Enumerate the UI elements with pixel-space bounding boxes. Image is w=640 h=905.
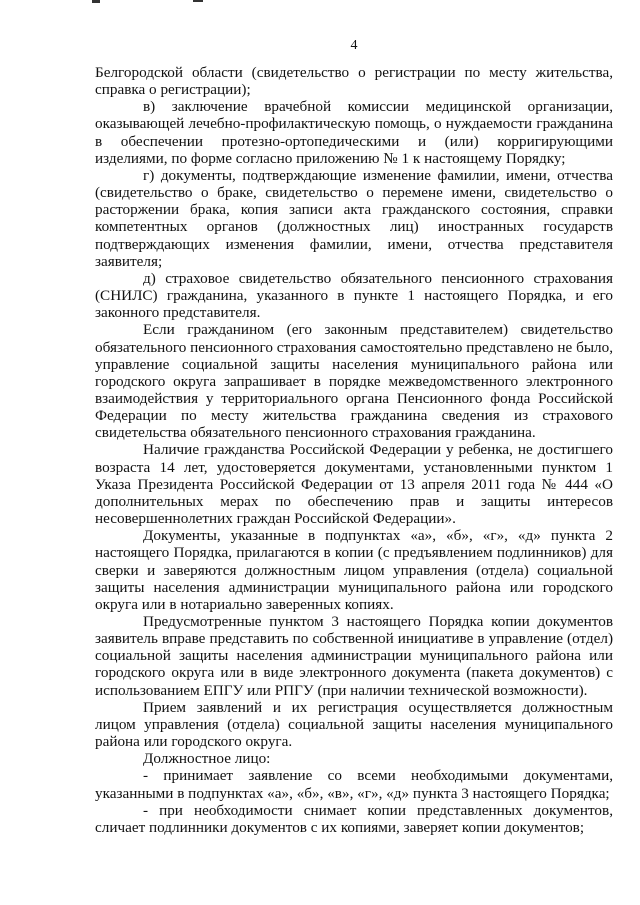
paragraph: Предусмотренные пунктом 3 настоящего Порядка копии документов заявитель вправе представить по собственной инициативе в управление (отдел) социальной защиты населения администрации муниципального района или городского округа или в виде электронного документа (пакета документов) с использованием ЕПГУ или РПГУ (при наличии технической возможности). <box>95 613 613 699</box>
document-page <box>95 38 613 836</box>
document-body <box>95 64 613 836</box>
paragraph: Если гражданином (его законным представителем) свидетельство обязательного пенсионного страхования самостоятельно представлено не было, управление социальной защиты населения муниципального района или городского округа запрашивает в порядке межведомственного электронного взаимодействия у территориального органа Пенсионного фонда Российской Федерации по месту жительства гражданина сведения из страхового свидетельства обязательного пенсионного страхования гражданина. <box>95 321 613 442</box>
paragraph: Должностное лицо: <box>143 750 271 768</box>
scan-mark <box>92 0 100 3</box>
paragraph: Документы, указанные в подпунктах «а», «б», «г», «д» пункта 2 настоящего Порядка, прилагаются в копии (с предъявлением подлинников) для сверки и заверяются должностным лицом управления (отдела) социальной защиты населения администрации муниципального района или городского округа или в нотариально заверенных копиях. <box>95 527 613 613</box>
paragraph: д) страховое свидетельство обязательного пенсионного страхования (СНИЛС) гражданина, указанного в пункте 1 настоящего Порядка, и его законного представителя. <box>95 269 613 322</box>
paragraph: Наличие гражданства Российской Федерации у ребенка, не достигшего возраста 14 лет, удостоверяется документами, установленными пунктом 1 Указа Президента Российской Федерации от 13 апреля 2011 года № 444 «О дополнительных мерах по обеспечению прав и защиты интересов несовершеннолетних граждан Российской Федерации». <box>95 441 613 528</box>
page-number: 4 <box>350 38 358 53</box>
paragraph: - при необходимости снимает копии представленных документов, сличает подлинники документов с их копиями, заверяет копии документов; <box>95 801 613 836</box>
paragraph: в) заключение врачебной комиссии медицинской организации, оказывающей лечебно-профилактическую помощь, о нуждаемости гражданина в обеспечении протезно-ортопедическими и (или) корригирующими изделиями, по форме согласно приложению № 1 к настоящему Порядку; <box>95 98 613 167</box>
paragraph: г) документы, подтверждающие изменение фамилии, имени, отчества (свидетельство о браке, свидетельство о перемене имени, свидетельство о расторжении брака, копия записи акта гражданского состояния, справки компетентных органов (должностных лиц) иностранных государств подтверждающих изменения фамилии, имени, отчества представителя заявителя; <box>95 166 613 270</box>
paragraph: Прием заявлений и их регистрация осуществляется должностным лицом управления (отдела) социальной защиты населения муниципального района или городского округа. <box>95 698 613 751</box>
scan-mark <box>193 0 203 2</box>
paragraph: Белгородской области (свидетельство о регистрации по месту жительства, справка о регистрации); <box>95 64 613 99</box>
paragraph: - принимает заявление со всеми необходимыми документами, указанными в подпунктах «а», «б», «в», «г», «д» пункта 3 настоящего Порядка; <box>95 767 613 802</box>
